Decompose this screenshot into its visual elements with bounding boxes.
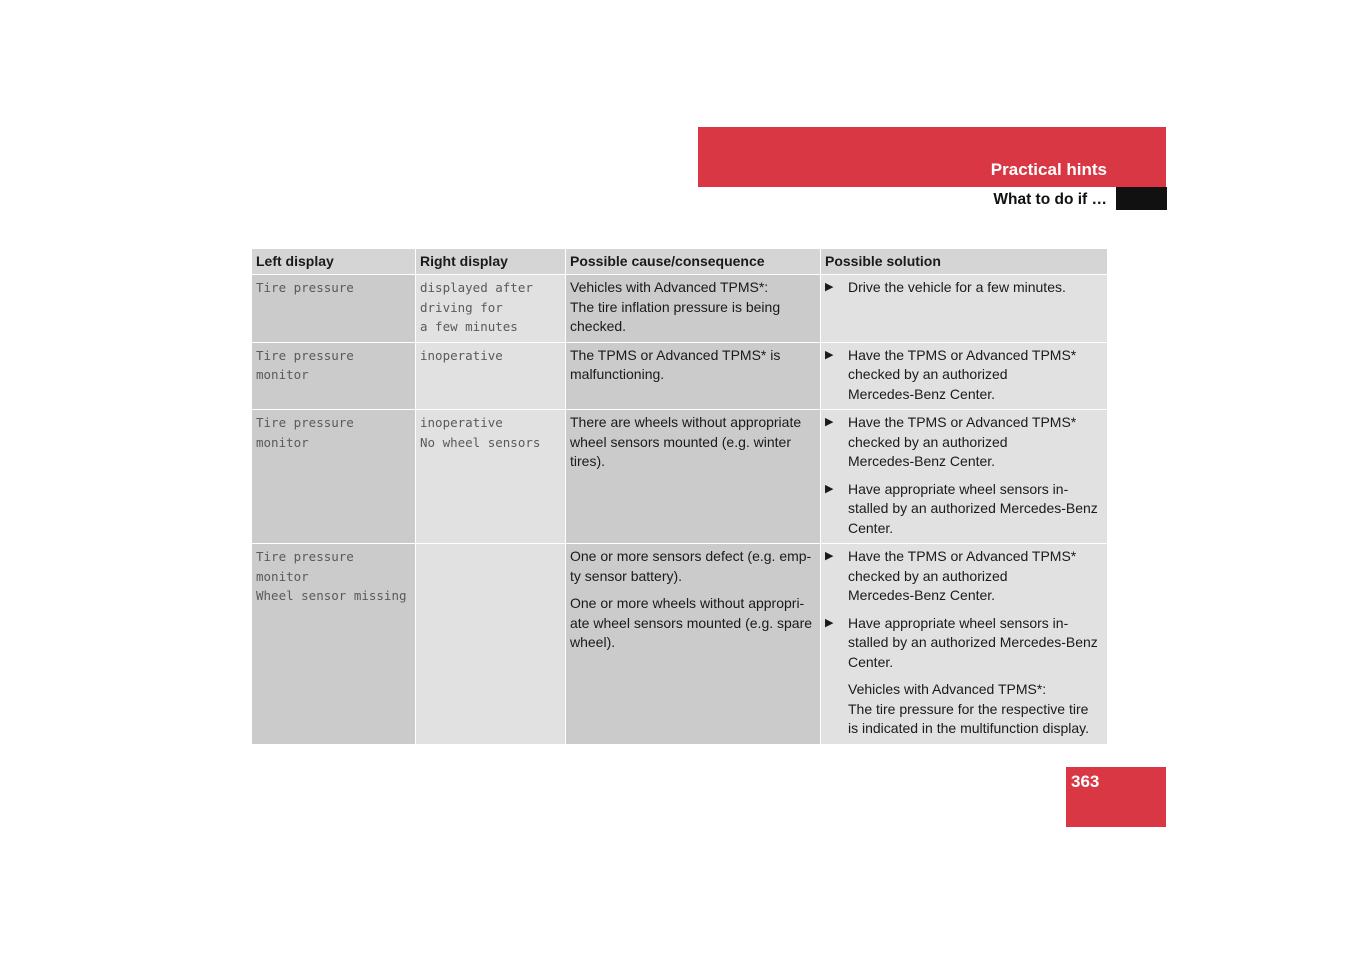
- table-row: [252, 410, 1107, 544]
- left-display-text: Tire pressure monitor: [256, 347, 354, 382]
- cause-text: One or more sensors defect (e.g. emp- ty sensor battery).: [570, 548, 812, 584]
- bullet-arrow-icon: ▶: [825, 616, 834, 629]
- solution-note: Vehicles with Advanced TPMS*: The tire pressure for the respective tire is indicated in the multifunction display.: [848, 681, 1089, 736]
- right-display-cell: [416, 410, 566, 544]
- right-display-text: inoperative: [420, 347, 503, 363]
- solution-text: Drive the vehicle for a few minutes.: [848, 279, 1066, 295]
- right-display-cell: [416, 275, 566, 343]
- column-header-left-display: Left display: [252, 249, 416, 275]
- column-header-solution: Possible solution: [821, 249, 1107, 275]
- solution-cell: [821, 410, 1107, 544]
- bullet-arrow-icon: ▶: [825, 348, 834, 361]
- section-tab-marker: [1116, 187, 1167, 210]
- left-display-cell: [252, 343, 416, 411]
- solution-item: [825, 547, 1103, 606]
- bullet-arrow-icon: ▶: [825, 281, 834, 293]
- solution-cell: [821, 275, 1107, 343]
- solution-text: Have the TPMS or Advanced TPMS* checked by an authorized Mercedes-Benz Center.: [848, 346, 1077, 402]
- solution-cell: [821, 343, 1107, 411]
- right-display-text: inoperative No wheel sensors: [420, 415, 541, 450]
- cause-text: Vehicles with Advanced TPMS*: The tire inflation pressure is being checked.: [570, 279, 781, 334]
- solution-item: [825, 278, 1103, 298]
- solution-text: Have the TPMS or Advanced TPMS* checked by an authorized Mercedes-Benz Center.: [848, 414, 1077, 469]
- solution-item: [825, 614, 1103, 673]
- table-row: [252, 544, 1107, 745]
- left-display-cell: [252, 544, 416, 745]
- cause-text: There are wheels without appropriate wheel sensors mounted (e.g. winter tires).: [570, 414, 802, 469]
- right-display-cell: [416, 544, 566, 745]
- solution-text: Have appropriate wheel sensors in- stalled by an authorized Mercedes-Benz Center.: [848, 614, 1098, 670]
- cause-cell: [566, 343, 821, 411]
- solution-item: [825, 346, 1103, 405]
- solution-cell: [821, 544, 1107, 745]
- right-display-text: displayed after driving for a few minutes: [420, 280, 533, 334]
- left-display-cell: [252, 410, 416, 544]
- cause-cell: [566, 544, 821, 745]
- subsection-title: What to do if …: [993, 191, 1107, 208]
- left-display-text: Tire pressure monitor: [256, 415, 354, 450]
- column-header-cause: Possible cause/consequence: [566, 249, 821, 275]
- bullet-arrow-icon: ▶: [825, 550, 834, 562]
- left-display-cell: [252, 275, 416, 343]
- table-row: [252, 275, 1107, 343]
- table-header-row: [252, 249, 1107, 275]
- left-display-text: Tire pressure monitor Wheel sensor missing: [256, 549, 407, 603]
- left-display-text: Tire pressure: [256, 280, 354, 295]
- cause-text: The TPMS or Advanced TPMS* is malfunctioning.: [570, 346, 781, 382]
- cause-cell: [566, 275, 821, 343]
- right-display-cell: [416, 343, 566, 411]
- display-messages-table: [252, 249, 1107, 745]
- cause-cell: [566, 410, 821, 544]
- bullet-arrow-icon: ▶: [825, 416, 834, 428]
- page-number: 363: [1071, 772, 1100, 791]
- solution-text: Have appropriate wheel sensors in- stalled by an authorized Mercedes-Benz Center.: [848, 480, 1098, 536]
- section-title: Practical hints: [990, 160, 1107, 179]
- solution-item: [825, 480, 1103, 539]
- solution-text: Have the TPMS or Advanced TPMS* checked by an authorized Mercedes-Benz Center.: [848, 548, 1077, 603]
- bullet-arrow-icon: ▶: [825, 482, 834, 495]
- cause-text: One or more wheels without appropri- ate wheel sensors mounted (e.g. spare wheel).: [570, 595, 813, 650]
- solution-item: [825, 413, 1103, 472]
- column-header-right-display: Right display: [416, 249, 566, 275]
- table-row: [252, 343, 1107, 411]
